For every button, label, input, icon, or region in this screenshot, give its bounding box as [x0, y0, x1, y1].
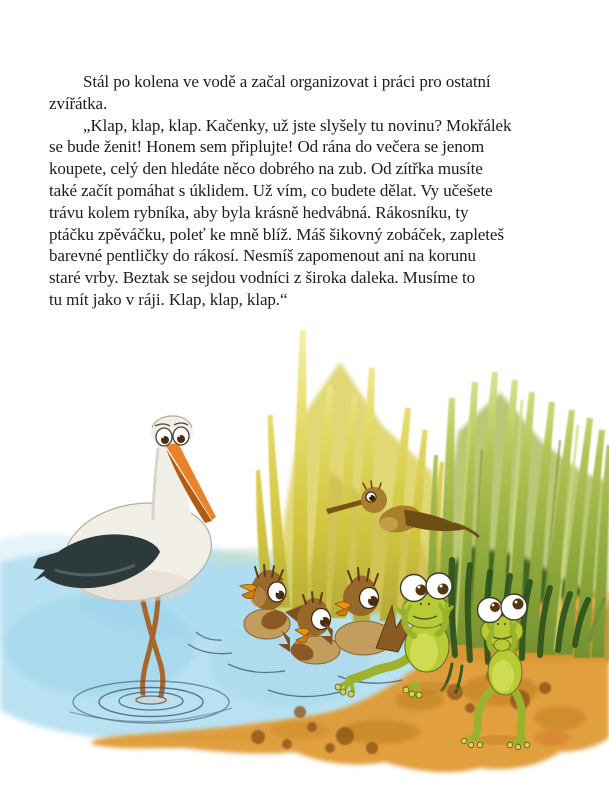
- duckling-eye: [268, 582, 286, 602]
- story-line: koupete, celý den hledáte něco dobrého na zub. Od zítřka musíte: [49, 159, 483, 179]
- story-line: Stál po kolena ve vodě a začal organizovat i práci pro ostatní: [83, 72, 491, 91]
- story-line: se bude ženit! Honem sem připlujte! Od rána do večera se jenom: [49, 137, 485, 157]
- duckling-eye: [360, 588, 379, 609]
- story-line: „Klap, klap, klap. Kačenky, už jste slyšely tu novinu? Mokřálek: [83, 115, 512, 135]
- story-line: tu mít jako v ráji. Klap, klap, klap.“: [49, 289, 288, 309]
- story-line: také začít pomáhat s úklidem. Už vím, co budete dělat. Vy učešete: [49, 180, 493, 200]
- story-line: zvířátka.: [49, 93, 108, 113]
- story-line: staré vrby. Beztak se sejdou vodníci z široka daleka. Musíme to: [49, 268, 475, 288]
- story-line: trávu kolem rybníka, aby byla krásně hedvábná. Rákosníku, ty: [49, 202, 469, 222]
- story-line: barevné pentličky do rákosí. Nesmíš zapomenout ani na korunu: [49, 246, 476, 266]
- story-line: ptáčku zpěváčku, poleť ke mně blíž. Máš šikovný zobáček, zapleteš: [49, 224, 504, 244]
- bird-eye: [366, 492, 376, 502]
